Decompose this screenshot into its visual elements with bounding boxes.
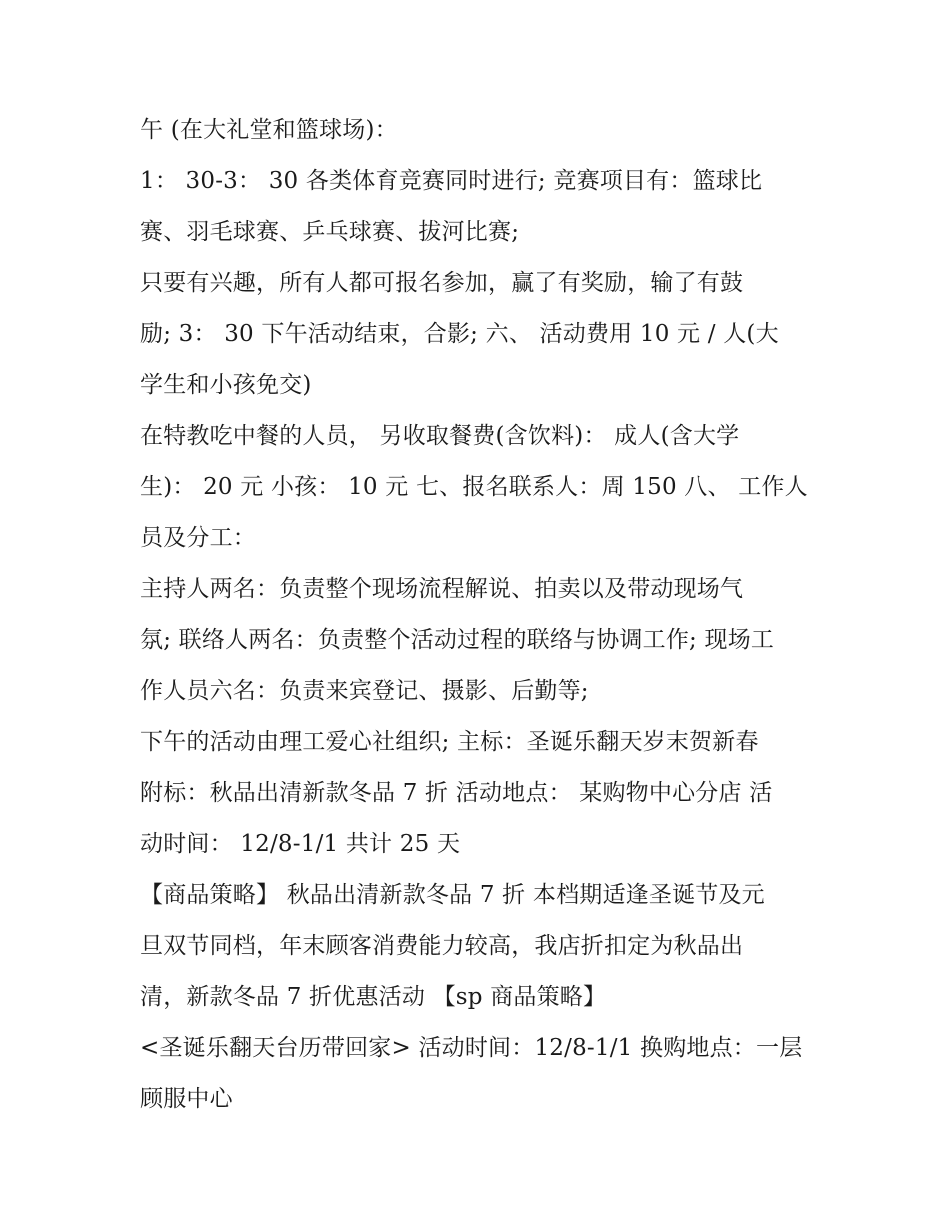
text-line: <圣诞乐翻天台历带回家> 活动时间：12/8-1/1 换购地点：一层 (140, 1035, 803, 1061)
text-line: 员及分工： (140, 525, 256, 551)
text-line: 动时间： 12/8-1/1 共计 25 天 (140, 831, 461, 857)
text-line: 旦双节同档，年末顾客消费能力较高，我店折扣定为秋品出 (140, 933, 744, 959)
text-line: 午 (在大礼堂和篮球场)： (140, 117, 398, 143)
text-line: 1： 30-3： 30 各类体育竞赛同时进行; 竞赛项目有：篮球比 (140, 168, 763, 194)
text-line: 主持人两名：负责整个现场流程解说、拍卖以及带动现场气 (140, 576, 744, 602)
text-line: 励; 3： 30 下午活动结束，合影; 六、 活动费用 10 元 / 人(大 (140, 321, 779, 347)
document-body (140, 105, 820, 1125)
text-line: 顾服中心 (140, 1086, 233, 1112)
text-line: 氛; 联络人两名：负责整个活动过程的联络与协调工作; 现场工 (140, 627, 775, 653)
text-line: 学生和小孩免交) (140, 372, 312, 398)
text-line: 下午的活动由理工爱心社组织; 主标：圣诞乐翻天岁末贺新春 (140, 729, 759, 755)
text-line: 只要有兴趣，所有人都可报名参加，赢了有奖励，输了有鼓 (140, 270, 744, 296)
text-line: 作人员六名：负责来宾登记、摄影、后勤等; (140, 678, 589, 704)
text-line: 赛、羽毛球赛、乒乓球赛、拔河比赛; (140, 219, 520, 245)
text-line: 生)： 20 元 小孩： 10 元 七、报名联系人：周 150 八、 工作人 (140, 474, 808, 500)
text-line: 在特教吃中餐的人员， 另收取餐费(含饮料)： 成人(含大学 (140, 423, 740, 449)
text-line: 附标：秋品出清新款冬品 7 折 活动地点： 某购物中心分店 活 (140, 780, 773, 806)
text-line: 【商品策略】 秋品出清新款冬品 7 折 本档期适逢圣诞节及元 (140, 882, 765, 908)
text-line: 清，新款冬品 7 折优惠活动 【sp 商品策略】 (140, 984, 607, 1010)
